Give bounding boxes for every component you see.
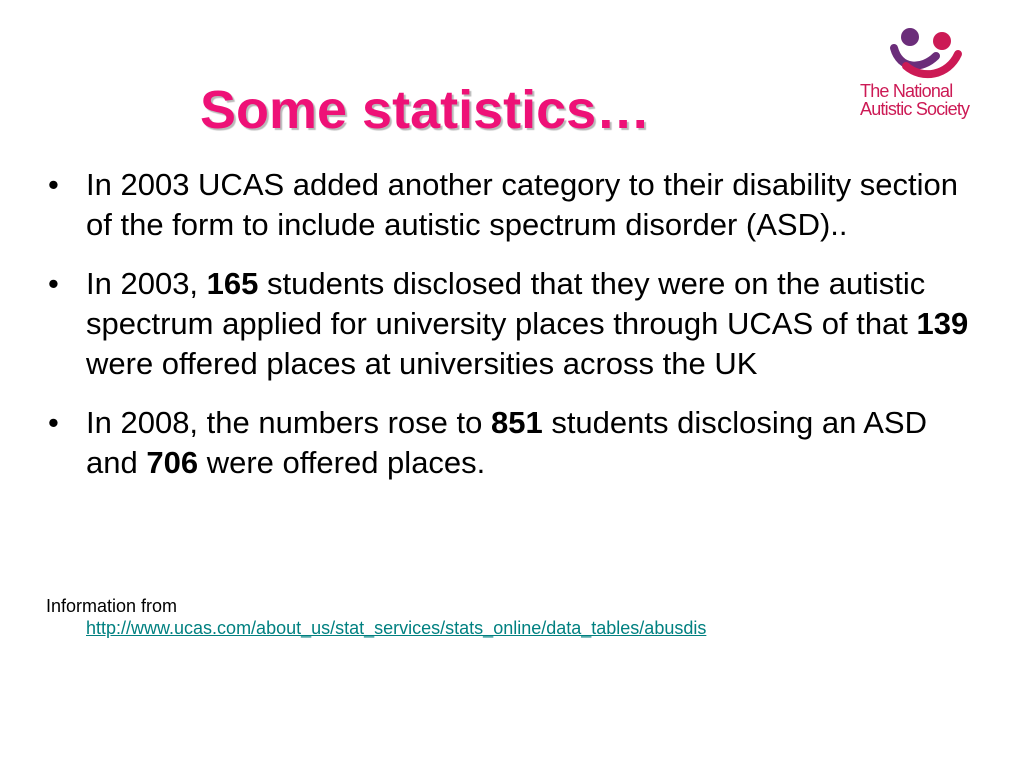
bullet-icon: • xyxy=(48,167,59,202)
nas-logo-line1: The National xyxy=(860,81,953,101)
stat-offered-2008: 706 xyxy=(146,445,199,480)
bullet-text: were offered places at universities across the UK xyxy=(86,346,758,381)
bullet-item xyxy=(46,264,986,384)
bullet-item xyxy=(46,165,986,245)
bullet-text: In 2003, xyxy=(86,266,207,301)
nas-logo-text xyxy=(860,82,969,118)
nas-logo xyxy=(858,26,1008,126)
source-note xyxy=(46,595,706,639)
slide-title: Some statistics… xyxy=(200,80,651,140)
bullet-text: In 2008, the numbers rose to xyxy=(86,405,491,440)
stat-offered-2003: 139 xyxy=(916,306,969,341)
bullet-icon: • xyxy=(48,405,59,440)
stat-applicants-2008: 851 xyxy=(490,405,543,440)
nas-people-icon xyxy=(888,26,968,82)
bullet-text: students disclosing an ASD and xyxy=(86,405,927,480)
stat-applicants-2003: 165 xyxy=(206,266,259,301)
nas-logo-line2: Autistic Society xyxy=(860,99,970,119)
bullet-list xyxy=(46,165,986,502)
source-link[interactable]: http://www.ucas.com/about_us/stat_services/stats_online/data_tables/abusdis xyxy=(86,618,707,638)
bullet-text: were offered places. xyxy=(198,445,486,480)
bullet-icon: • xyxy=(48,266,59,301)
bullet-text: In 2003 UCAS added another category to their disability section of the form to include autistic spectrum disorder (ASD).. xyxy=(86,167,958,242)
source-label: Information from xyxy=(46,596,178,616)
bullet-text: students disclosed that they were on the autistic spectrum applied for university places through UCAS of that xyxy=(86,266,926,341)
bullet-item xyxy=(46,403,986,483)
